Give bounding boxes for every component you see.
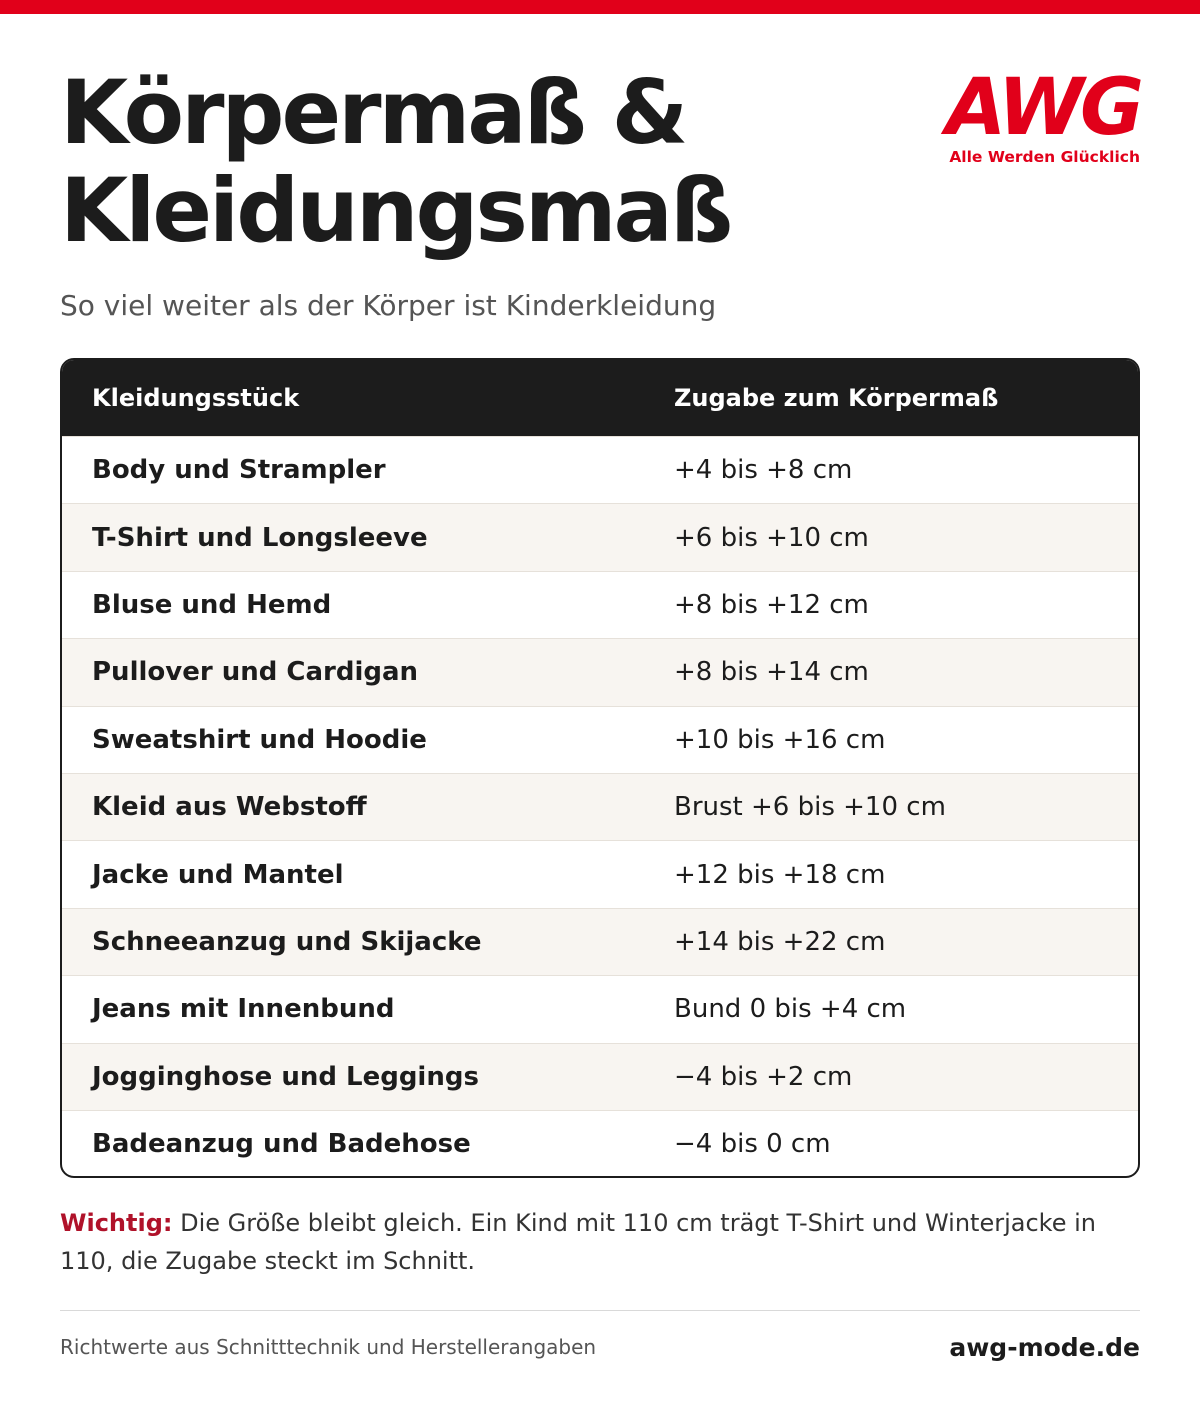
website-link[interactable]: awg-mode.de: [949, 1333, 1140, 1362]
table-row: [62, 571, 1138, 638]
awg-wordmark-icon: [940, 66, 1145, 146]
table-row: [62, 436, 1138, 503]
row-item: Sweatshirt und Hoodie: [92, 724, 427, 755]
row-allowance: +10 bis +16 cm: [674, 724, 886, 755]
top-accent-bar: [0, 0, 1200, 14]
footer-divider: [60, 1310, 1140, 1311]
row-allowance: Bund 0 bis +4 cm: [674, 994, 907, 1025]
awg-logo: [940, 66, 1145, 176]
table-row: [62, 840, 1138, 907]
row-allowance: +12 bis +18 cm: [674, 859, 886, 890]
row-item: Pullover und Cardigan: [92, 657, 419, 688]
page-title: [60, 61, 920, 262]
table-row: [62, 638, 1138, 705]
row-item: Jeans mit Innenbund: [92, 994, 395, 1025]
source-note: Richtwerte aus Schnitttechnik und Herstellerangaben: [60, 1335, 597, 1359]
row-item: Jogginghose und Leggings: [92, 1061, 479, 1092]
table-row: [62, 1110, 1138, 1177]
page-title-line-1: Körpermaß &: [60, 61, 686, 164]
table-row: [62, 975, 1138, 1042]
important-note: [60, 1204, 1140, 1280]
note-label: Wichtig:: [60, 1209, 173, 1237]
table-row: [62, 908, 1138, 975]
row-allowance: +8 bis +14 cm: [674, 657, 869, 688]
row-item: Badeanzug und Badehose: [92, 1129, 471, 1160]
row-item: Schneeanzug und Skijacke: [92, 926, 482, 957]
note-text: Die Größe bleibt gleich. Ein Kind mit 110 cm trägt T-Shirt und Winterjacke in 110, die Zugabe steckt im Schnitt.: [60, 1209, 1096, 1275]
table-row: [62, 706, 1138, 773]
column-header-item: Kleidungsstück: [92, 384, 300, 412]
page-title-line-2: Kleidungsmaß: [60, 159, 731, 262]
table-row: [62, 773, 1138, 840]
row-allowance: Brust +6 bis +10 cm: [674, 792, 946, 823]
row-item: Bluse und Hemd: [92, 589, 332, 620]
row-item: Jacke und Mantel: [92, 859, 344, 890]
svg-text:AWG: AWG: [945, 66, 1140, 146]
row-allowance: +6 bis +10 cm: [674, 522, 869, 553]
column-header-allowance: Zugabe zum Körpermaß: [674, 384, 999, 412]
row-allowance: −4 bis +2 cm: [674, 1061, 853, 1092]
row-allowance: −4 bis 0 cm: [674, 1129, 831, 1160]
logo-tagline: Alle Werden Glücklich: [949, 148, 1140, 166]
row-allowance: +14 bis +22 cm: [674, 926, 886, 957]
row-allowance: +8 bis +12 cm: [674, 589, 869, 620]
row-item: Kleid aus Webstoff: [92, 792, 367, 823]
size-allowance-table: [60, 358, 1140, 1178]
table-row: [62, 1043, 1138, 1110]
table-header: [62, 360, 1138, 436]
row-item: T-Shirt und Longsleeve: [92, 522, 428, 553]
row-item: Body und Strampler: [92, 455, 386, 486]
page-subtitle: So viel weiter als der Körper ist Kinderkleidung: [60, 289, 717, 322]
table-row: [62, 503, 1138, 570]
row-allowance: +4 bis +8 cm: [674, 455, 853, 486]
